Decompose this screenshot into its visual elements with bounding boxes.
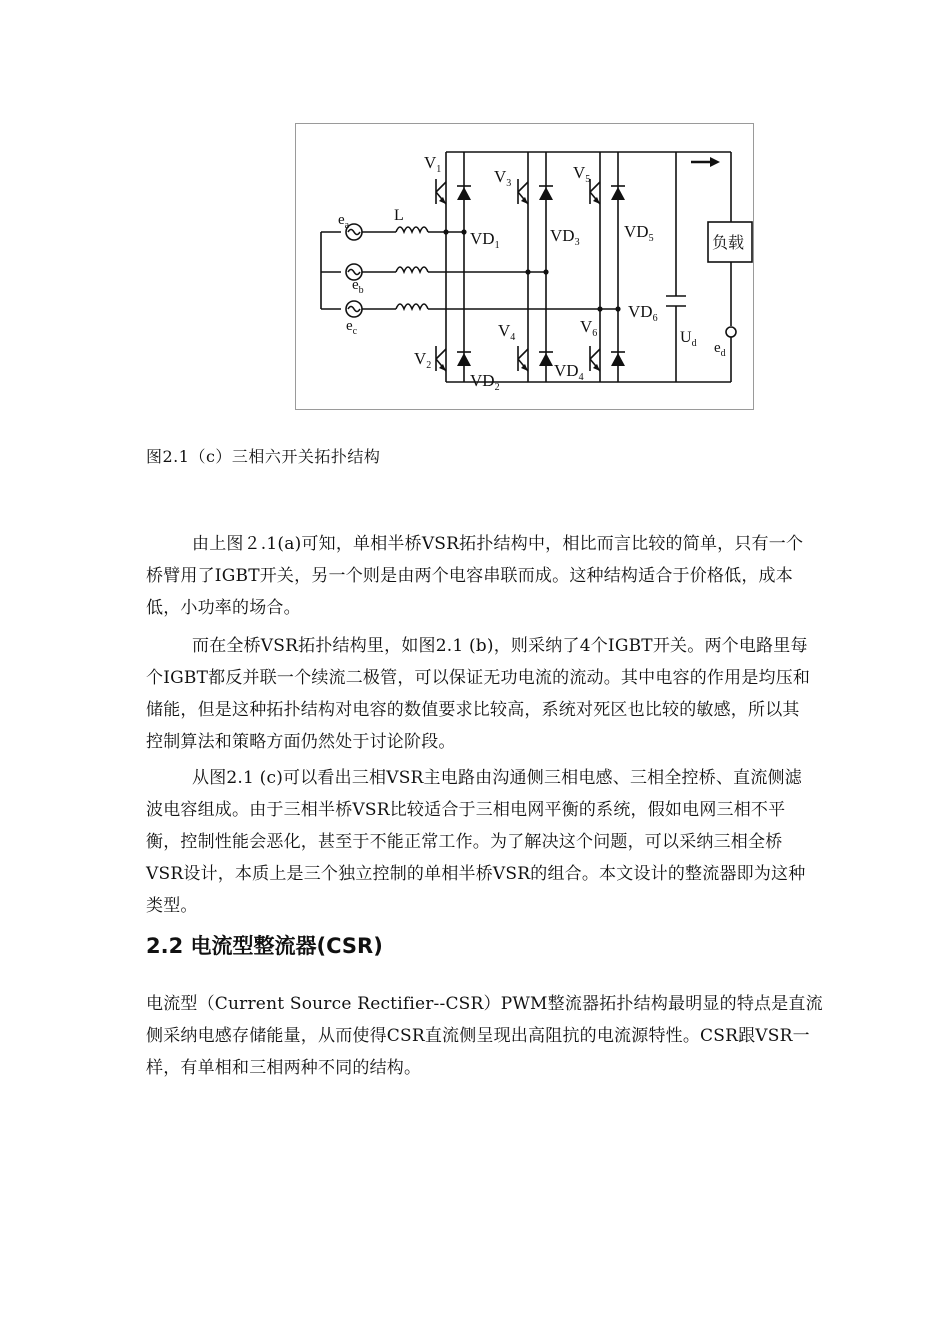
figure-caption: 图2.1（c）三相六开关拓扑结构 [146, 447, 381, 466]
label-vd3: $VD_3$ [550, 226, 580, 248]
paragraph-1-text: 由上图２.1(a)可知，单相半桥VSR拓扑结构中，相比而言比较的简单，只有一个桥臂用了IGBT开关，另一个则是由两个电容串联而成。这种结构适合于价格低，成本低，小功率的场合。 [146, 534, 804, 618]
label-inductor: L [394, 207, 404, 224]
label-v6: $V_6$ [580, 317, 598, 339]
section-heading: 2.2 电流型整流器(CSR) [146, 934, 383, 958]
label-vd5: $VD_5$ [624, 222, 654, 244]
label-vd6: $VD_6$ [628, 302, 658, 324]
label-v3: $V_3$ [494, 167, 512, 189]
label-vd2: $VD_2$ [470, 371, 500, 393]
label-ud: $U_d$ [680, 329, 697, 349]
paragraph-4: 电流型（Current Source Rectifier--CSR）PWM整流器拓扑结构最明显的特点是直流侧采纳电感存储能量，从而使得CSR直流侧呈现出高阻抗的电流源特性。CSR跟VSR一样，有单相和三相两种不同的结构。 [146, 994, 823, 1078]
paragraph-3 [146, 762, 816, 922]
paragraph-2 [146, 630, 816, 758]
label-vd4: $VD_4$ [554, 361, 584, 383]
label-ea: $e_a$ [338, 212, 350, 231]
label-v5: $V_5$ [573, 163, 591, 185]
paragraph-2-text: 而在全桥VSR拓扑结构里，如图2.1 (b)，则采纳了4个IGBT开关。两个电路里每个IGBT都反并联一个续流二极管，可以保证无功电流的流动。其中电容的作用是均压和储能，但是这种拓扑结构对电容的数值要求比较高，系统对死区也比较的敏感，所以其控制算法和策略方面仍然处于讨论阶段。 [146, 636, 811, 752]
label-load: 负载 [712, 233, 745, 252]
circuit-figure [295, 123, 754, 410]
label-ed: $e_d$ [714, 340, 726, 359]
paragraph-3-text: 从图2.1 (c)可以看出三相VSR主电路由沟通侧三相电感、三相全控桥、直流侧滤波电容组成。由于三相半桥VSR比较适合于三相电网平衡的系统，假如电网三相不平衡，控制性能会恶化，甚至于不能正常工作。为了解决这个问题，可以采纳三相全桥VSR设计，本质上是三个独立控制的单相半桥VSR的组合。本文设计的整流器即为这种类型。 [146, 768, 806, 916]
label-ec: $e_c$ [346, 318, 358, 337]
circuit-diagram [296, 124, 755, 411]
label-vd1: $VD_1$ [470, 229, 500, 251]
label-v4: $V_4$ [498, 321, 516, 343]
paragraph-1 [146, 528, 816, 624]
label-v2: $V_2$ [414, 349, 432, 371]
label-v1: $V_1$ [424, 153, 442, 175]
label-eb: $e_b$ [352, 277, 364, 296]
